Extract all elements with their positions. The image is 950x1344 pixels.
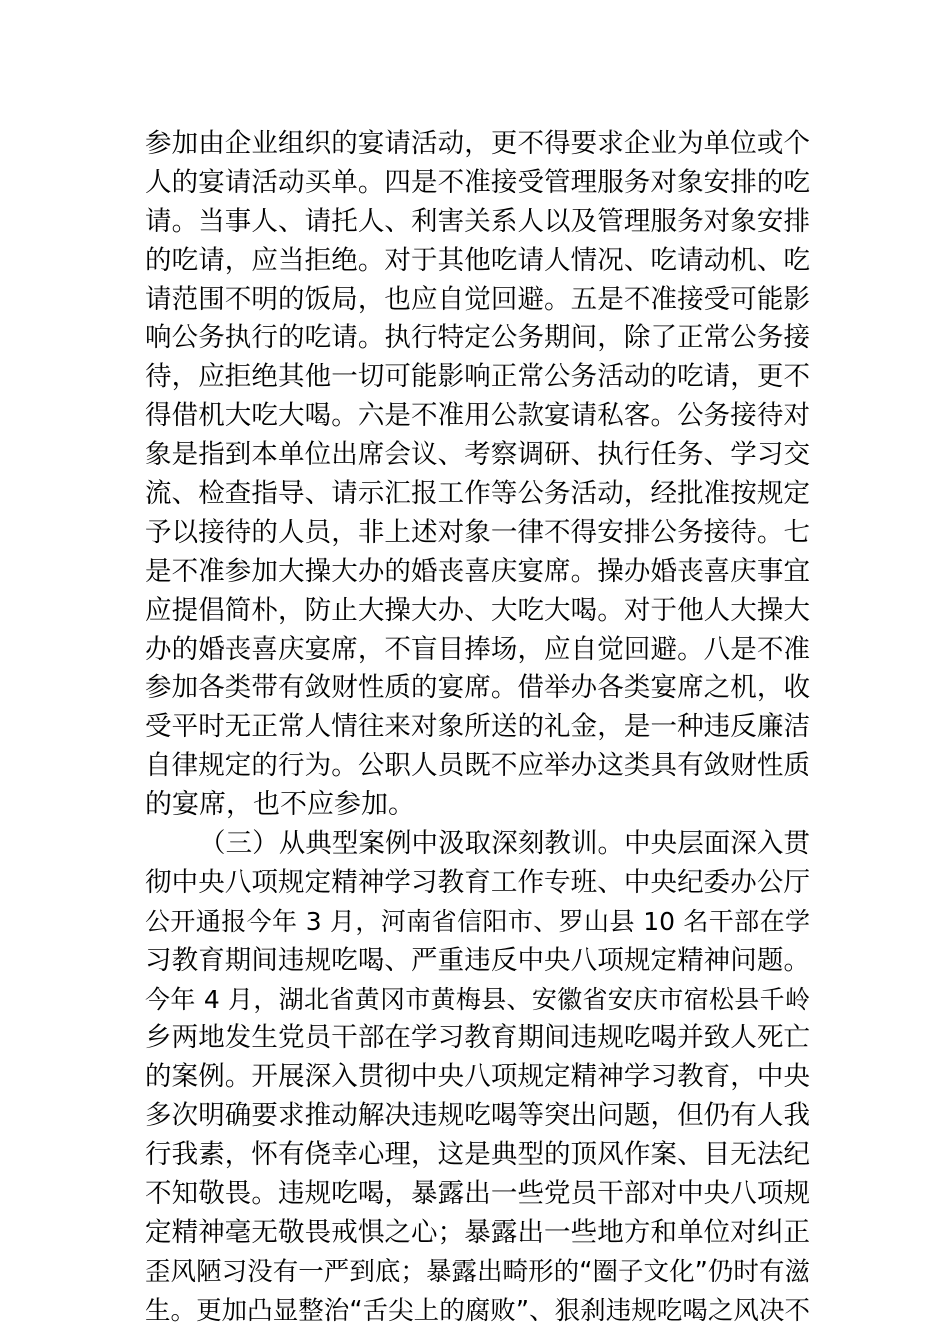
- text-line: 人的宴请活动买单。四是不准接受管理服务对象安排的吃: [145, 166, 810, 198]
- text-line: 待，应拒绝其他一切可能影响正常公务活动的吃请，更不: [145, 361, 810, 393]
- text-line: 得借机大吃大喝。六是不准用公款宴请私客。公务接待对: [145, 400, 810, 432]
- text-line: 生。更加凸显整治“舌尖上的腐败”、狠刹违规吃喝之风决不: [145, 1295, 810, 1326]
- text-line: 习教育期间违规吃喝、严重违反中央八项规定精神问题。: [145, 944, 810, 976]
- text-line: 请范围不明的饭局，也应自觉回避。五是不准接受可能影: [145, 283, 810, 315]
- text-line: 参加由企业组织的宴请活动，更不得要求企业为单位或个: [145, 128, 810, 159]
- text-line: 乡两地发生党员干部在学习教育期间违规吃喝并致人死亡: [145, 1022, 810, 1054]
- text-line: 响公务执行的吃请。执行特定公务期间，除了正常公务接: [145, 322, 810, 354]
- text-line: 彻中央八项规定精神学习教育工作专班、中央纪委办公厅: [145, 866, 810, 898]
- text-line: 自律规定的行为。公职人员既不应举办这类具有敛财性质: [145, 750, 810, 782]
- paragraph-end-line: 的宴席，也不应参加。: [145, 789, 415, 821]
- text-line: 今年 4 月，湖北省黄冈市黄梅县、安徽省安庆市宿松县千岭: [145, 984, 810, 1014]
- text-line: 予以接待的人员，非上述对象一律不得安排公务接待。七: [145, 516, 810, 548]
- text-line: 不知敬畏。违规吃喝，暴露出一些党员干部对中央八项规: [145, 1178, 810, 1210]
- section-heading-line: （三）从典型案例中汲取深刻教训。中央层面深入贯: [199, 828, 810, 860]
- text-line: 参加各类带有敛财性质的宴席。借举办各类宴席之机，收: [145, 672, 810, 704]
- text-line: 定精神毫无敬畏戒惧之心；暴露出一些地方和单位对纠正: [145, 1216, 810, 1248]
- body-text: [145, 125, 810, 1331]
- text-line: 歪风陋习没有一严到底；暴露出畸形的“圈子文化”仍时有滋: [145, 1256, 810, 1287]
- text-line: 是不准参加大操大办的婚丧喜庆宴席。操办婚丧喜庆事宜: [145, 555, 810, 587]
- text-line: 象是指到本单位出席会议、考察调研、执行任务、学习交: [145, 439, 810, 471]
- text-line: 多次明确要求推动解决违规吃喝等突出问题，但仍有人我: [145, 1100, 810, 1132]
- text-line: 的案例。开展深入贯彻中央八项规定精神学习教育，中央: [145, 1061, 810, 1093]
- text-line: 行我素，怀有侥幸心理，这是典型的顶风作案、目无法纪: [145, 1139, 810, 1171]
- text-line: 流、检查指导、请示汇报工作等公务活动，经批准按规定: [145, 478, 810, 510]
- text-line: 受平时无正常人情往来对象所送的礼金，是一种违反廉洁: [145, 711, 810, 743]
- text-line: 办的婚丧喜庆宴席，不盲目捧场，应自觉回避。八是不准: [145, 633, 810, 665]
- text-line: 的吃请，应当拒绝。对于其他吃请人情况、吃请动机、吃: [145, 244, 810, 276]
- text-line: 公开通报今年 3 月，河南省信阳市、罗山县 10 名干部在学: [145, 906, 810, 936]
- text-line: 请。当事人、请托人、利害关系人以及管理服务对象安排: [145, 205, 810, 237]
- text-line: 应提倡简朴，防止大操大办、大吃大喝。对于他人大操大: [145, 594, 810, 626]
